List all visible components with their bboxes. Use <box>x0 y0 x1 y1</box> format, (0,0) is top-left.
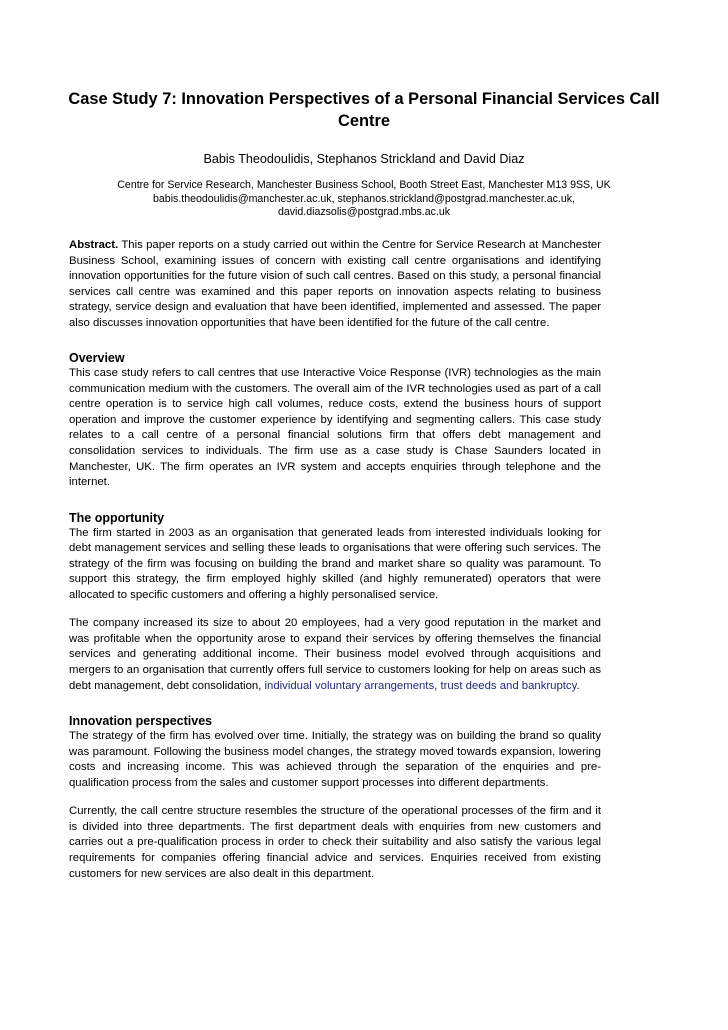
opportunity-paragraph-2-text: The company increased its size to about 20 employees, had a very good reputation in the market and was profitable when the opportunity arose to expand their services by offering themselves the financial services and generating additional income. Their business model evolved through acquisitions and mergers to an organisation that currently offers full service to customers looking for help on areas such as debt management, debt consolidation, <box>69 617 601 692</box>
section-heading-opportunity: The opportunity <box>69 510 165 525</box>
affiliation-block <box>40 179 688 220</box>
opportunity-paragraph-1: The firm started in 2003 as an organisation that generated leads from interested individuals looking for debt management services and selling these leads to organisations that were offering such services. The strategy of the firm was focusing on building the brand and market share so quality was paramount. To support this strategy, the firm employed highly skilled (and highly remunerated) operators that were allocated to specific customers and offering a highly personalised service. <box>69 526 601 601</box>
abstract-label: Abstract. <box>69 239 119 251</box>
paper-title: Case Study 7: Innovation Perspectives of a Personal Financial Services Call Centre <box>68 90 660 130</box>
innovation-paragraph-1: The strategy of the firm has evolved over time. Initially, the strategy was on building the brand so quality was paramount. Following the business model changes, the strategy moved towards expansion, lowering costs and increasing income. This was achieved through the separation of the enquiries and pre-qualification process from the sales and customer support processes into different departments. <box>69 730 601 789</box>
section-heading-innovation: Innovation perspectives <box>69 714 213 729</box>
author-list: Babis Theodoulidis, Stephanos Strickland and David Diaz <box>203 152 525 166</box>
paper-body <box>69 238 601 882</box>
overview-paragraph: This case study refers to call centres that use Interactive Voice Response (IVR) technologies as the main communication medium with the customers. The overall aim of the IVR technologies used as part of a call centre operation is to service high call volumes, reduce costs, extend the business hours of support operation and improve the customer experience by identifying and segmenting callers. This case study relates to a call centre of a personal financial solutions firm that offers debt management and consolidation services to individuals. The firm use as a case study is Chase Saunders located in Manchester, UK. The firm operates an IVR system and accepts enquiries through telephone and the internet. <box>69 367 601 489</box>
abstract-text: This paper reports on a study carried out within the Centre for Service Research at Manchester Business School, examining issues of concern with existing call centre organisations and identifying innovation opportunities for the future vision of such call centres. Based on this study, a personal financial services call centre was examined and this paper reports on innovation aspects relating to business strategy, service design and evaluation that have been identified, implemented and assessed. The paper also discusses innovation opportunities that have been identified for the future of the call centre. <box>69 239 601 329</box>
affiliation: Centre for Service Research, Manchester Business School, Booth Street East, Manchester M13 9SS, UK <box>117 179 611 191</box>
abstract-paragraph <box>69 238 601 331</box>
author-emails: babis.theodoulidis@manchester.ac.uk, stephanos.strickland@postgrad.manchester.ac.uk, david.diazsolis@postgrad.mbs.ac.uk <box>153 192 575 218</box>
services-link[interactable]: individual voluntary arrangements, trust deeds and bankruptcy <box>264 679 577 692</box>
innovation-paragraph-2: Currently, the call centre structure resembles the structure of the operational processes of the firm and it is divided into three departments. The first department deals with enquiries from new customers and carries out a pre-qualification process in order to check their suitability and also satisfy the various legal requirements for companies offering financial advice and services. Enquiries received from existing customers for new services are also dealt in this department. <box>69 805 601 880</box>
opportunity-paragraph-2-end: . <box>576 679 580 692</box>
opportunity-paragraph-2 <box>69 616 601 694</box>
section-heading-overview: Overview <box>69 351 125 366</box>
